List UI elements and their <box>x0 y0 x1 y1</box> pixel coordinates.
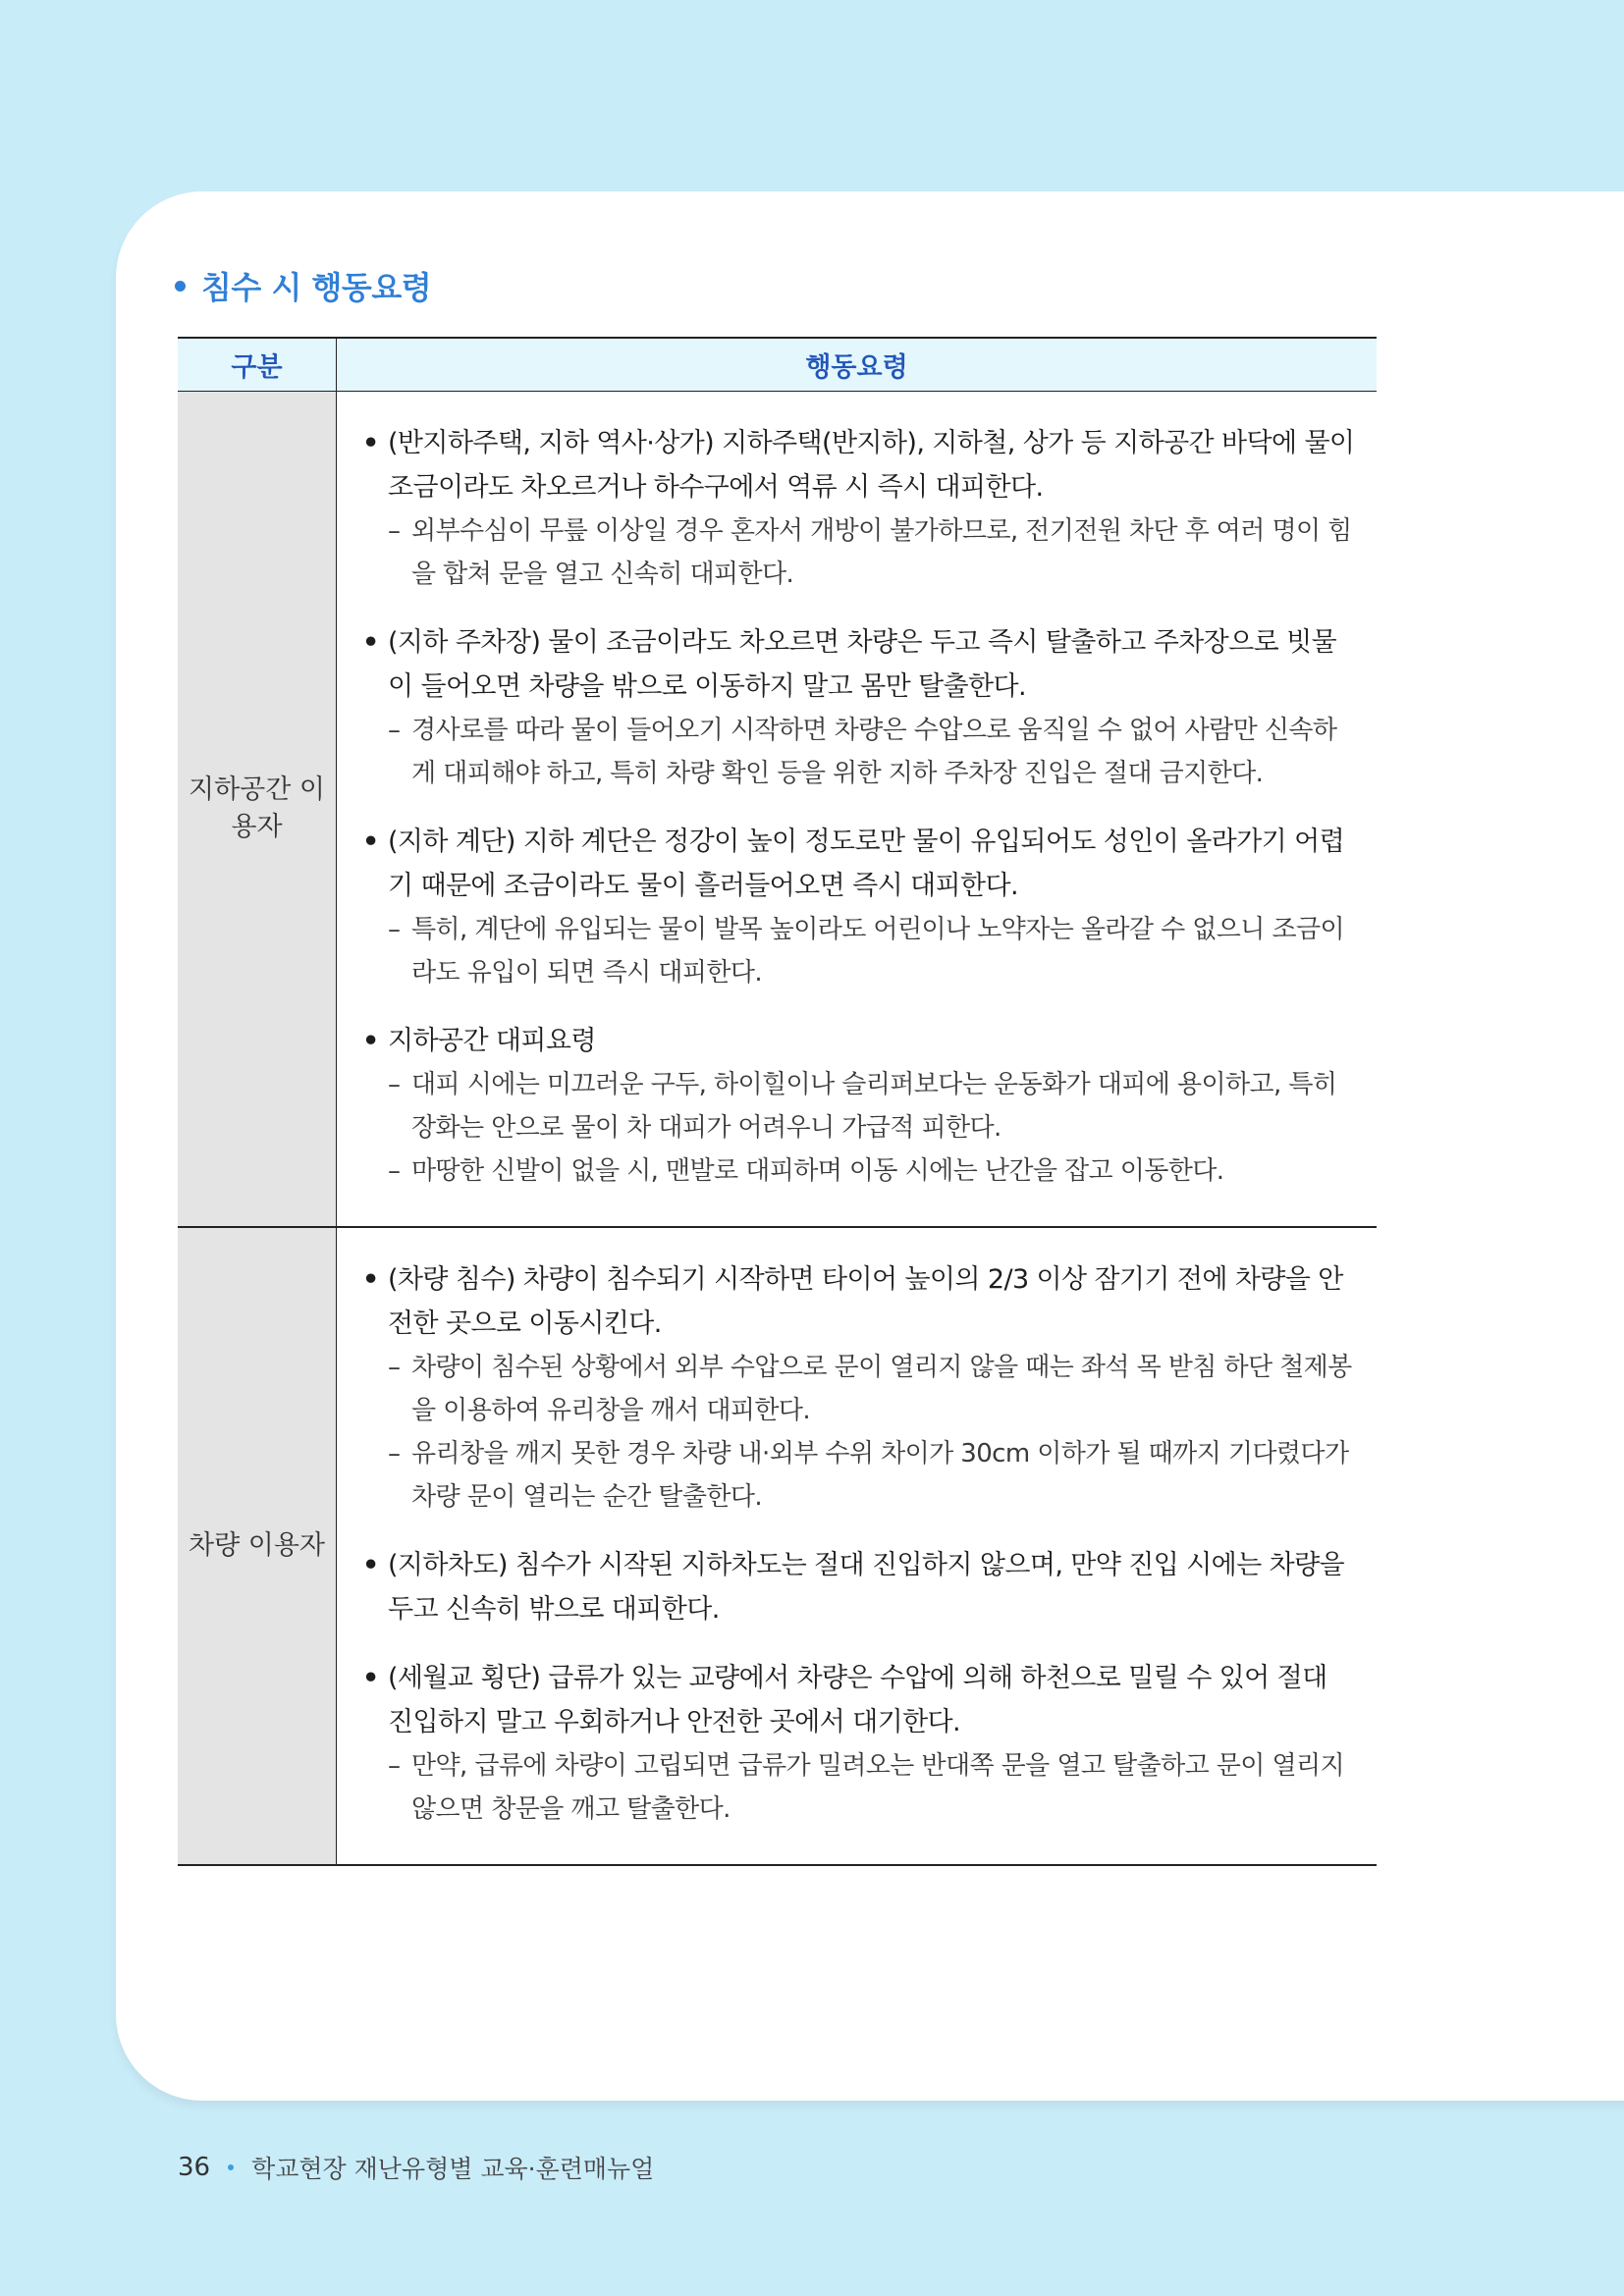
list-item: • (지하 계단) 지하 계단은 정강이 높이 정도로만 물이 유입되어도 성인이 올라가기 어렵기 때문에 조금이라도 물이 흘러들어오면 즉시 대피한다. – 특히, 계단에 유입되는 물이 발목 높이라도 어린이나 노약자는 올라갈 수 없으니 조금이라도 유입이 되면 즉시 대피한다. <box>362 827 1345 988</box>
list-item: • (지하차도) 침수가 시작된 지하차도는 절대 진입하지 않으며, 만약 진입 시에는 차량을 두고 신속히 밖으로 대피한다. <box>362 1550 1345 1625</box>
list-item: • (반지하주택, 지하 역사·상가) 지하주택(반지하), 지하철, 상가 등 지하공간 바닥에 물이 조금이라도 차오르거나 하수구에서 역류 시 즉시 대피한다. – 외부수심이 무릎 이상일 경우 혼자서 개방이 불가하므로, 전기전원 차단 후 여러 명이 힘을 합쳐 문을 열고 신속히 대피한다. <box>362 428 1355 589</box>
manual-title: 학교현장 재난유형별 교육·훈련매뉴얼 <box>251 2155 655 2183</box>
item-sub-text: 마땅한 신발이 없을 시, 맨발로 대피하며 이동 시에는 난간을 잡고 이동한다. <box>411 1156 1224 1186</box>
guideline-cell <box>337 392 1378 1228</box>
item-main-text: 지하공간 대피요령 <box>388 1026 596 1056</box>
list-item: • (차량 침수) 차량이 침수되기 시작하면 타이어 높이의 2/3 이상 잠기기 전에 차량을 안전한 곳으로 이동시킨다. – 차량이 침수된 상황에서 외부 수압으로 문이 열리지 않을 때는 좌석 목 받침 하단 철제봉을 이용하여 유리창을 깨서 대피한다. – 유리창을 깨지 못한 경우 차량 내·외부 수위 차이가 30cm 이하가 될 때까지 기다렸다가 차량 문이 열리는 순간 탈출한다. <box>362 1264 1352 1512</box>
list-item: • (지하 주차장) 물이 조금이라도 차오르면 차량은 두고 즉시 탈출하고 주차장으로 빗물이 들어오면 차량을 밖으로 이동하지 말고 몸만 탈출한다. – 경사로를 따라 물이 들어오기 시작하면 차량은 수압으로 움직일 수 없어 사람만 신속하게 대피해야 하고, 특히 차량 확인 등을 위한 지하 주차장 진입은 절대 금지한다. <box>362 627 1337 788</box>
item-sub-text: 경사로를 따라 물이 들어오기 시작하면 차량은 수압으로 움직일 수 없어 사람만 신속하게 대피해야 하고, 특히 차량 확인 등을 위한 지하 주차장 진입은 절대 금지한다. <box>411 716 1337 788</box>
item-sub-text: 외부수심이 무릎 이상일 경우 혼자서 개방이 불가하므로, 전기전원 차단 후 여러 명이 힘을 합쳐 문을 열고 신속히 대피한다. <box>411 516 1352 589</box>
item-main-text: (차량 침수) 차량이 침수되기 시작하면 타이어 높이의 2/3 이상 잠기기 전에 차량을 안전한 곳으로 이동시킨다. <box>388 1264 1343 1339</box>
page-footer <box>178 2150 654 2185</box>
item-main-text: (세월교 횡단) 급류가 있는 교량에서 차량은 수압에 의해 하천으로 밀릴 수 있어 절대 진입하지 말고 우회하거나 안전한 곳에서 대기한다. <box>388 1663 1327 1737</box>
page-number: 36 <box>178 2153 211 2182</box>
item-sub-text: 대피 시에는 미끄러운 구두, 하이힐이나 슬리퍼보다는 운동화가 대피에 용이하고, 특히 장화는 안으로 물이 차 대피가 어려우니 가급적 피한다. <box>411 1070 1337 1143</box>
list-item: • (세월교 횡단) 급류가 있는 교량에서 차량은 수압에 의해 하천으로 밀릴 수 있어 절대 진입하지 말고 우회하거나 안전한 곳에서 대기한다. – 만약, 급류에 차량이 고립되면 급류가 밀려오는 반대쪽 문을 열고 탈출하고 문이 열리지 않으면 창문을 깨고 탈출한다. <box>362 1663 1345 1824</box>
item-main-text: (지하차도) 침수가 시작된 지하차도는 절대 진입하지 않으며, 만약 진입 시에는 차량을 두고 신속히 밖으로 대피한다. <box>388 1550 1345 1625</box>
guideline-cell <box>337 1227 1378 1865</box>
header-guidelines: 행동요령 <box>337 338 1378 392</box>
header-category: 구분 <box>178 338 337 392</box>
separator-dot-icon <box>228 2164 234 2170</box>
item-sub-text: 특히, 계단에 유입되는 물이 발목 높이라도 어린이나 노약자는 올라갈 수 없으니 조금이라도 유입이 되면 즉시 대피한다. <box>411 915 1345 988</box>
list-item: • 지하공간 대피요령 – 대피 시에는 미끄러운 구두, 하이힐이나 슬리퍼보다는 운동화가 대피에 용이하고, 특히 장화는 안으로 물이 차 대피가 어려우니 가급적 피한다. – 마땅한 신발이 없을 시, 맨발로 대피하며 이동 시에는 난간을 잡고 이동한다. <box>362 1026 1337 1186</box>
category-cell: 차량 이용자 <box>178 1227 337 1865</box>
item-sub-text: 만약, 급류에 차량이 고립되면 급류가 밀려오는 반대쪽 문을 열고 탈출하고 문이 열리지 않으면 창문을 깨고 탈출한다. <box>411 1751 1345 1824</box>
section-title-text: 침수 시 행동요령 <box>201 269 432 306</box>
item-main-text: (지하 계단) 지하 계단은 정강이 높이 정도로만 물이 유입되어도 성인이 올라가기 어렵기 때문에 조금이라도 물이 흘러들어오면 즉시 대피한다. <box>388 827 1345 901</box>
table-row <box>178 392 1377 1228</box>
table-row <box>178 1227 1377 1865</box>
category-cell: 지하공간 이용자 <box>178 392 337 1228</box>
bullet-dot-icon <box>175 281 186 292</box>
section-title <box>175 263 431 308</box>
guide-table <box>178 337 1377 1866</box>
table-header-row <box>178 338 1377 392</box>
item-main-text: (지하 주차장) 물이 조금이라도 차오르면 차량은 두고 즉시 탈출하고 주차장으로 빗물이 들어오면 차량을 밖으로 이동하지 말고 몸만 탈출한다. <box>388 627 1337 702</box>
item-sub-text: 유리창을 깨지 못한 경우 차량 내·외부 수위 차이가 30cm 이하가 될 때까지 기다렸다가 차량 문이 열리는 순간 탈출한다. <box>411 1439 1349 1512</box>
item-main-text: (반지하주택, 지하 역사·상가) 지하주택(반지하), 지하철, 상가 등 지하공간 바닥에 물이 조금이라도 차오르거나 하수구에서 역류 시 즉시 대피한다. <box>388 428 1355 503</box>
item-sub-text: 차량이 침수된 상황에서 외부 수압으로 문이 열리지 않을 때는 좌석 목 받침 하단 철제봉을 이용하여 유리창을 깨서 대피한다. <box>411 1353 1352 1425</box>
